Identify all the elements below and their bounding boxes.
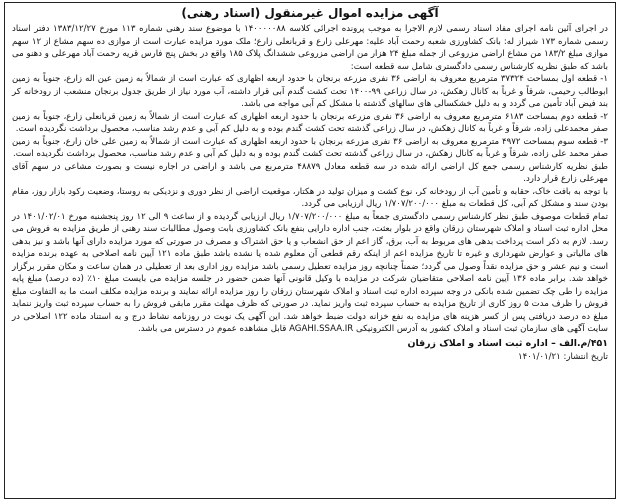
paragraph-plot-2: ۲- قطعه دوم بمساحت ۶۱۸۳ مترمربع معروف به اراضی ۳۶ نفری مزرعه برنجان با حدود اربعه اظهاری که عبارت است از شمالاً به زمین قربانعلی زارع، جنوباً به زمین صفر محمدعلی زاده، شرقاً و غرباً به کانال زهکش، در سال زراعی گذشته تحت کشت گندم بوده و به دلیل کم آبی و عدم رشد مناسب، محصول برداشت نگردیده است. [12,111,608,134]
notice-footer [5,337,615,363]
publish-date: تاریخ انتشار: ۱۴۰۱/۰۱/۲۱ [518,351,608,362]
paragraph-intro: در اجرای آئین نامه اجرای مفاد اسناد رسمی لازم الاجرا به موجب پرونده اجرائی کلاسه ۱۴۰۰۰۰۰۸۸ با موضوع سند رهنی شماره ۱۱۳ مورخ ۱۳۸۳/۱۲/۲۷ دفتر اسناد رسمی شماره ۱۷۳ شیراز له: بانک کشاورزی شعبه رحمت آباد علیه: مهرعلی زارع و قربانعلی زارع؛ ملک مورد مزایده عبارت است از موازی ده سهم مشاع از ۱۲ سهم موازی مبلغ ۱۸۳/۲ من مشاع اراضی مزروعی از جمله مبلغ ۲۴ هزار من اراضی مزروعی ششدانگ پلاک ۱۸۵ واقع در بخش پنج فارس قریه رحمت آباد مهرعلی و دهنو می باشد که طبق نظریه کارشناس رسمی دادگستری شامل سه قطعه است: [12,24,608,72]
paragraph-auction-terms: تمام قطعات موصوف طبق نظر کارشناس رسمی دادگستری جمعاً به مبلغ ۱/۷۰۷/۲۰۰/۰۰۰ ریال ارزیابی گردیده و از ساعت ۹ الی ۱۲ روز پنجشنبه مورخ ۱۴۰۱/۰۲/۰۱ در محل اداره ثبت اسناد و املاک شهرستان زرقان واقع در بلوار بعثت، جنب اداره دارایی بنفع بانک کشاورزی بابت وصول مطالبات سند رهنی از طریق مزایده به فروش می رسد. لازم به ذکر است پرداخت بدهی های مربوط به آب، برق، گاز اعم از حق انشعاب و یا حق اشتراک و مصرف در صورتی که مورد مزایده دارای آنها باشد و نیز بدهی های مالیاتی و عوارض شهرداری و غیره تا تاریخ مزایده اعم از اینکه رقم قطعی آن معلوم شده یا نشده باشد طبق ماده ۱۲۱ آیین نامه اصلاحی به عهده برنده مزایده است و نیم عشر و حق مزایده نقداً وصول می گردد؛ ضمناً چنانچه روز مزایده تعطیل رسمی باشد مزایده روز اداری بعد از تعطیلی در همان ساعت و مکان مقرر برگزار خواهد شد. برابر ماده ۱۳۶ آیین نامه اصلاحی متقاضیان شرکت در مزایده با وکیل قانونی آنها ضمن حضور در جلسه مزایده می بایست مبلغ ۱۰٪ (ده درصد) مبلغ پایه مزایده را طی چک تضمین شده بانکی در وجه سپرده اداره ثبت اسناد و املاک شهرستان زرقان را روز مزایده ارائه نمایند و برنده مزایده مکلف است ما به التفاوت مبلغ فروش را ظرف مدت ۵ روز کاری از تاریخ مزایده به حساب سپرده ثبت واریز نماید. در صورتی که ظرف مهلت مقرر مابقی فروش را به حساب سپرده ثبت واریز ننماید مبلغ ده درصد دریافتی پس از کسر هزینه های مزایده به نفع خزانه دولت ضبط خواهد شد. این آگهی یک نوبت در روزنامه نشاط درج و به استناد ماده ۱۲۲ اصلاحی در سایت آگهی های سازمان ثبت اسناد و املاک کشور به آدرس الکترونیکی AGAHI.SSAA.IR قابل مشاهده عموم در دسترس می باشد. [12,211,609,334]
paragraph-plot-3: ۳- قطعه سوم بمساحت ۴۹۷۲ مترمربع معروف به اراضی ۳۶ نفری مزرعه برنجان با حدود اربعه اظهاری که عبارت است از شمالاً به زمین علی خان زارع، جنوباً به زمین صفر محمد علی زاده، شرقاً و غرباً به کانال زهکش، در سال زراعی گذشته تحت کشت گندم بوده و به دلیل کم آبی و عدم رشد مناسب، محصول برداشت نگردیده است. [12,136,608,159]
notice-body [5,23,615,336]
notice-title: آگهی مزایده اموال غیرمنقول (اسناد رهنی) [181,6,439,20]
paragraph-total-area: طبق نظریه کارشناس رسمی جمع کل اراضی ارائه شده در سه قطعه معادل ۴۸۸۷۹ مترمربع می باشد و اراضی در اجاره نیست و بصورت مشاعی در سهم آقای مهرعلی زارع قرار دارد. [12,161,609,184]
signature: ۴۵۱/م.الف – اداره ثبت اسناد و املاک زرقان [407,337,608,349]
notice [4,2,616,499]
paragraph-valuation: با توجه به بافت خاک، حقابه و تأمین آب از رودخانه کر، نوع کشت و میزان تولید در هکتار، موقعیت اراضی از نظر دوری و نزدیکی به روستا، وضعیت رکود بازار روز، مقام بودن سند و مشکل کم آبی، کل قطعات به مبلغ ۱/۷۰۷/۲۰۰/۰۰۰ ریال ارزیابی می گردد. [12,186,608,209]
paragraph-plot-1: ۱- قطعه اول بمساحت ۳۷۳۲۴ مترمربع معروف به اراضی ۳۶ نفری مزرعه برنجان با حدود اربعه اظهاری که عبارت است از شمالاً به زمین عین اله زارع، جنوباً به زمین ابوطالب رحیمی، شرقاً و غرباً به کانال زهکش، در سال زراعی ۹۹-۱۴۰۰ تحت کشت گندم آبی قرار داشته، آب مورد نیاز از طریق جدول برنجان منشعب از رودخانه کر بند فیض آباد تأمین می گردد و به دلیل خشکسالی های سالهای گذشته با مشکل کم آبی مواجه می باشد. [12,74,608,109]
